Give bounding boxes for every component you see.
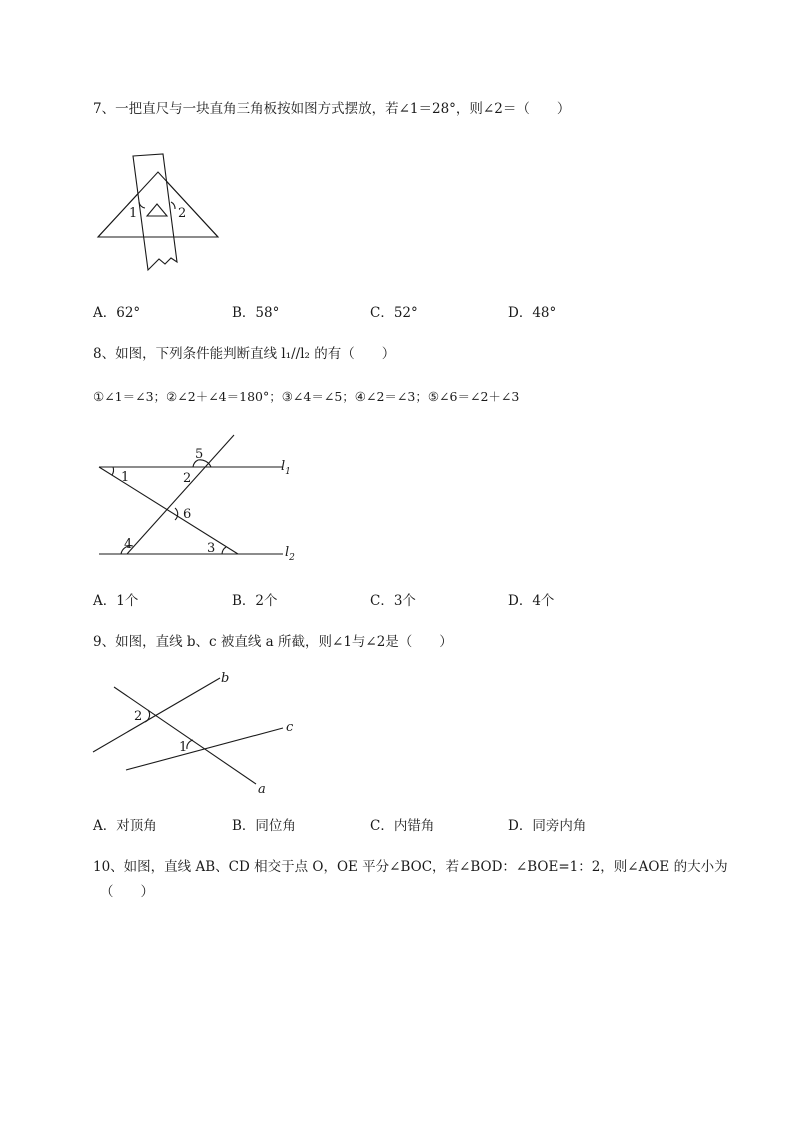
q8-angle3-arc — [222, 547, 226, 554]
q7-label-1: 1 — [129, 206, 138, 221]
q7-label-2: 2 — [178, 206, 187, 221]
q9-stem: 9、如图，直线 b、c 被直线 a 所截，则∠1与∠2是（ ） — [93, 634, 453, 650]
q9-option-b[interactable]: B．同位角 — [232, 818, 296, 834]
q9-option-c[interactable]: C．内错角 — [370, 818, 435, 834]
q8-label-6: 6 — [183, 507, 192, 522]
q9-line-b — [93, 678, 220, 752]
q7-angle2-arc — [171, 202, 175, 209]
q7-options — [93, 304, 693, 322]
q8-options — [93, 592, 693, 610]
q8-label-2: 2 — [183, 471, 192, 486]
q7-option-c[interactable]: C．52° — [370, 305, 418, 321]
q9-label-c: c — [286, 720, 294, 735]
q8-transversal-1 — [99, 467, 238, 554]
q7-option-a[interactable]: A．62° — [93, 305, 141, 321]
q8-label-l1: $l_1$ — [281, 459, 291, 477]
q9-label-2: 2 — [134, 709, 143, 724]
q8-conditions: ①∠1＝∠3；②∠2＋∠4＝180°；③∠4＝∠5；④∠2＝∠3；⑤∠6＝∠2＋∠3 — [93, 389, 520, 404]
q7-ruler — [133, 154, 177, 270]
q9-options — [93, 817, 693, 835]
q9-line-a — [114, 687, 256, 784]
q9-option-a[interactable]: A．对顶角 — [93, 818, 157, 834]
q8-angle6-arc — [175, 508, 178, 520]
q9-label-b: b — [221, 671, 230, 686]
q10-stem: 10、如图，直线 AB、CD 相交于点 O，OE 平分∠BOC，若∠BOD：∠BOE=1：2，则∠AOE 的大小为 — [93, 859, 728, 875]
q7-option-d[interactable]: D．48° — [508, 305, 557, 321]
q8-label-4: 4 — [124, 537, 133, 552]
q8-option-b[interactable]: B．2个 — [232, 593, 278, 609]
q9-label-1: 1 — [179, 740, 188, 755]
q7-stem: 7、一把直尺与一块直角三角板按如图方式摆放，若∠1＝28°，则∠2＝（ ） — [93, 101, 571, 117]
q9-figure — [90, 672, 305, 800]
q9-label-a: a — [258, 782, 266, 797]
q10-answer-bracket: （ ） — [100, 884, 154, 900]
q8-stem: 8、如图，下列条件能判断直线 l₁//l₂ 的有（ ） — [93, 346, 396, 362]
q7-option-b[interactable]: B．58° — [232, 305, 280, 321]
q9-angle2-arc — [145, 710, 150, 722]
q8-label-l2: $l_2$ — [285, 545, 295, 563]
q9-option-d[interactable]: D．同旁内角 — [508, 818, 587, 834]
q7-figure — [95, 150, 225, 275]
q8-figure — [95, 430, 305, 565]
q8-option-d[interactable]: D．4个 — [508, 593, 555, 609]
q8-option-a[interactable]: A．1个 — [93, 593, 139, 609]
q8-angle1-arc — [112, 467, 114, 475]
q8-label-3: 3 — [207, 541, 216, 556]
q8-label-5: 5 — [195, 447, 204, 462]
q8-option-c[interactable]: C．3个 — [370, 593, 416, 609]
q8-label-1: 1 — [121, 470, 130, 485]
q9-angle1-arc — [187, 740, 193, 749]
